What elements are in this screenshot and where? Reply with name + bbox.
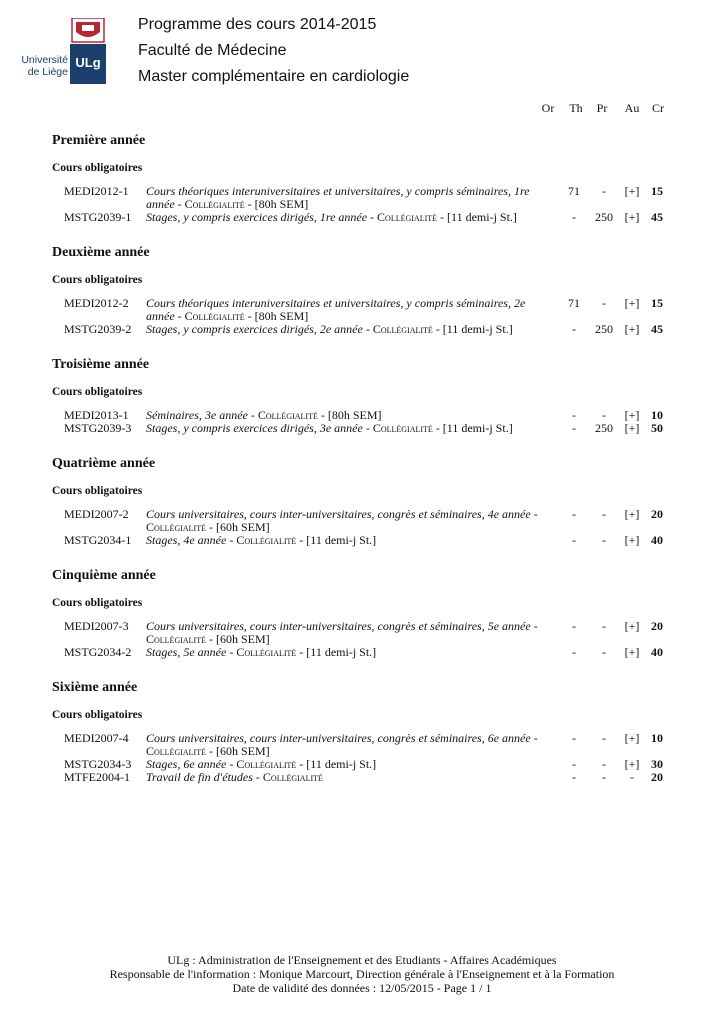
course-theory-hours: 71 [568, 184, 580, 198]
col-or: Or [541, 101, 555, 115]
course-credits: 20 [651, 507, 663, 521]
course-code: MTFE2004-1 [64, 770, 130, 784]
course-code: MSTG2039-2 [64, 322, 132, 336]
course-description [146, 771, 541, 784]
course-hours: - [80h SEM] [244, 309, 309, 323]
course-code: MEDI2007-4 [64, 731, 129, 745]
course-theory-hours: - [572, 731, 576, 745]
course-list [52, 732, 672, 784]
course-practice-hours: - [602, 408, 606, 422]
course-title: Stages, y compris exercices dirigés, 2e année [146, 322, 363, 336]
course-hours: - [60h SEM] [205, 632, 270, 646]
year-section [52, 455, 672, 547]
group-title: Cours obligatoires [52, 485, 143, 497]
course-description [146, 732, 541, 758]
course-theory-hours: - [572, 770, 576, 784]
course-organizer: Collégialité [146, 744, 206, 758]
course-description [146, 646, 541, 659]
year-title: Première année [52, 133, 146, 148]
course-other: [+] [624, 296, 640, 310]
course-practice-hours: - [602, 757, 606, 771]
ulg-logo [14, 18, 106, 84]
col-pr: Pr [596, 101, 608, 115]
course-code: MEDI2007-3 [64, 619, 129, 633]
course-practice-hours: 250 [595, 210, 613, 224]
course-organizer: Collégialité [257, 408, 318, 422]
course-hours: - [60h SEM] [205, 520, 270, 534]
course-other: [+] [624, 184, 640, 198]
course-title: Cours théoriques interuniversitaires et universitaires, y compris séminaires, 2e année [146, 296, 526, 323]
course-theory-hours: - [572, 645, 576, 659]
year-section [52, 567, 672, 659]
course-credits: 30 [651, 757, 663, 771]
col-au: Au [624, 101, 640, 115]
course-organizer: Collégialité [146, 632, 206, 646]
course-other: [+] [624, 731, 640, 745]
group-title: Cours obligatoires [52, 162, 143, 174]
course-practice-hours: 250 [595, 322, 613, 336]
group-title: Cours obligatoires [52, 386, 143, 398]
course-practice-hours: - [602, 731, 606, 745]
footer-administration: ULg : Administration de l'Enseignement et des Etudiants - Affaires Académiques [167, 953, 557, 967]
course-separator: - [530, 731, 538, 745]
col-th: Th [569, 101, 583, 115]
course-row [52, 534, 672, 547]
course-separator: - [226, 533, 237, 547]
course-title: Cours théoriques interuniversitaires et universitaires, y compris séminaires, 1re année [146, 184, 530, 211]
course-hours: - [80h SEM] [244, 197, 309, 211]
course-separator: - [226, 757, 237, 771]
logo-text [14, 54, 68, 78]
course-practice-hours: - [602, 507, 606, 521]
year-title: Troisième année [52, 357, 150, 372]
course-other: [+] [624, 408, 640, 422]
course-credits: 15 [651, 296, 663, 310]
course-separator: - [226, 645, 237, 659]
course-list [52, 297, 672, 336]
course-description [146, 297, 541, 323]
year-title: Sixième année [52, 680, 138, 695]
page-footer [0, 953, 724, 995]
course-practice-hours: - [602, 770, 606, 784]
course-practice-hours: 250 [595, 421, 613, 435]
course-description [146, 185, 541, 211]
course-practice-hours: - [602, 533, 606, 547]
course-title: Stages, y compris exercices dirigés, 3e année [146, 421, 363, 435]
course-title: Stages, 4e année [146, 533, 227, 547]
course-credits: 40 [651, 645, 663, 659]
course-separator: - [252, 770, 263, 784]
course-credits: 20 [651, 770, 663, 784]
course-list [52, 508, 672, 547]
course-credits: 40 [651, 533, 663, 547]
course-hours: - [11 demi-j St.] [432, 421, 513, 435]
logo-monogram: ULg [75, 55, 101, 70]
course-other: [+] [624, 645, 640, 659]
course-row [52, 323, 672, 336]
course-row [52, 758, 672, 771]
course-title: Cours universitaires, cours inter-universitaires, congrès et séminaires, 4e année [146, 507, 531, 521]
course-organizer: Collégialité [262, 770, 323, 784]
course-practice-hours: - [602, 645, 606, 659]
course-credits: 50 [651, 421, 663, 435]
course-separator: - [362, 421, 373, 435]
course-theory-hours: - [572, 507, 576, 521]
course-organizer: Collégialité [236, 757, 297, 771]
course-credits: 20 [651, 619, 663, 633]
group-title: Cours obligatoires [52, 597, 143, 609]
course-organizer: Collégialité [236, 533, 297, 547]
course-credits: 45 [651, 322, 663, 336]
course-theory-hours: 71 [568, 296, 580, 310]
course-description [146, 534, 541, 547]
course-row [52, 211, 672, 224]
course-organizer: Collégialité [184, 197, 245, 211]
course-practice-hours: - [602, 184, 606, 198]
course-organizer: Collégialité [372, 322, 433, 336]
course-separator: - [247, 408, 258, 422]
course-other: [+] [624, 421, 640, 435]
course-code: MSTG2034-1 [64, 533, 132, 547]
course-theory-hours: - [572, 757, 576, 771]
course-separator: - [530, 619, 538, 633]
course-row [52, 732, 672, 758]
course-code: MEDI2012-1 [64, 184, 129, 198]
year-section [52, 679, 672, 784]
course-practice-hours: - [602, 619, 606, 633]
course-hours: - [11 demi-j St.] [296, 645, 377, 659]
course-separator: - [367, 210, 378, 224]
course-organizer: Collégialité [236, 645, 297, 659]
logo-text-line2: de Liège [27, 66, 68, 78]
course-list [52, 185, 672, 224]
course-row [52, 297, 672, 323]
course-description [146, 323, 541, 336]
course-list [52, 409, 672, 435]
course-theory-hours: - [572, 408, 576, 422]
course-title: Cours universitaires, cours inter-universitaires, congrès et séminaires, 5e année [146, 619, 531, 633]
course-organizer: Collégialité [372, 421, 433, 435]
course-title: Stages, y compris exercices dirigés, 1re année [146, 210, 368, 224]
course-title: Stages, 6e année [146, 757, 227, 771]
course-row [52, 771, 672, 784]
course-hours: - [60h SEM] [205, 744, 270, 758]
course-organizer: Collégialité [184, 309, 245, 323]
course-row [52, 422, 672, 435]
course-other: [+] [624, 210, 640, 224]
course-separator: - [530, 507, 538, 521]
course-other: [+] [624, 322, 640, 336]
year-section [52, 356, 672, 435]
course-theory-hours: - [572, 533, 576, 547]
course-list [52, 620, 672, 659]
course-theory-hours: - [572, 619, 576, 633]
course-title: Stages, 5e année [146, 645, 227, 659]
course-hours: - [11 demi-j St.] [437, 210, 517, 224]
course-description [146, 508, 541, 534]
course-title: Séminaires, 3e année [146, 408, 248, 422]
course-row [52, 646, 672, 659]
course-code: MEDI2012-2 [64, 296, 129, 310]
course-other: - [630, 770, 634, 784]
footer-validity: Date de validité des données : 12/05/2015 - Page 1 / 1 [232, 981, 492, 995]
year-title: Cinquième année [52, 568, 156, 583]
logo-text-line1: Université [21, 54, 68, 66]
course-row [52, 508, 672, 534]
program-title: Programme des cours 2014-2015 [138, 16, 377, 33]
course-credits: 10 [651, 408, 663, 422]
group-title: Cours obligatoires [52, 709, 143, 721]
page-header [138, 12, 409, 90]
course-separator: - [362, 322, 373, 336]
course-hours: - [11 demi-j St.] [432, 322, 513, 336]
course-code: MSTG2039-1 [64, 210, 132, 224]
course-description [146, 620, 541, 646]
year-section [52, 132, 672, 224]
course-hours: - [80h SEM] [317, 408, 382, 422]
course-row [52, 620, 672, 646]
master-title: Master complémentaire en cardiologie [138, 68, 410, 85]
course-description [146, 422, 541, 435]
course-code: MEDI2007-2 [64, 507, 129, 521]
course-hours: - [11 demi-j St.] [296, 533, 377, 547]
course-theory-hours: - [572, 322, 576, 336]
year-title: Quatrième année [52, 456, 156, 471]
course-hours: - [11 demi-j St.] [296, 757, 377, 771]
course-title: Cours universitaires, cours inter-universitaires, congrès et séminaires, 6e année [146, 731, 531, 745]
course-theory-hours: - [572, 210, 576, 224]
footer-responsible: Responsable de l'information : Monique Marcourt, Direction générale à l'Enseignement et à la Formation [109, 967, 615, 981]
course-title: Travail de fin d'études [146, 770, 253, 784]
course-description [146, 211, 541, 224]
year-section [52, 244, 672, 336]
course-credits: 15 [651, 184, 663, 198]
course-separator: - [174, 197, 185, 211]
course-credits: 45 [651, 210, 663, 224]
course-code: MSTG2039-3 [64, 421, 132, 435]
course-code: MEDI2013-1 [64, 408, 129, 422]
year-title: Deuxième année [52, 245, 150, 260]
course-organizer: Collégialité [377, 210, 438, 224]
course-other: [+] [624, 507, 640, 521]
col-cr: Cr [652, 101, 664, 115]
course-other: [+] [624, 757, 640, 771]
course-other: [+] [624, 533, 640, 547]
program-years [52, 132, 672, 784]
course-practice-hours: - [602, 296, 606, 310]
course-row [52, 185, 672, 211]
course-theory-hours: - [572, 421, 576, 435]
faculty-title: Faculté de Médecine [138, 42, 287, 59]
course-code: MSTG2034-2 [64, 645, 132, 659]
course-organizer: Collégialité [146, 520, 206, 534]
course-other: [+] [624, 619, 640, 633]
course-separator: - [174, 309, 185, 323]
group-title: Cours obligatoires [52, 274, 143, 286]
course-credits: 10 [651, 731, 663, 745]
course-code: MSTG2034-3 [64, 757, 132, 771]
